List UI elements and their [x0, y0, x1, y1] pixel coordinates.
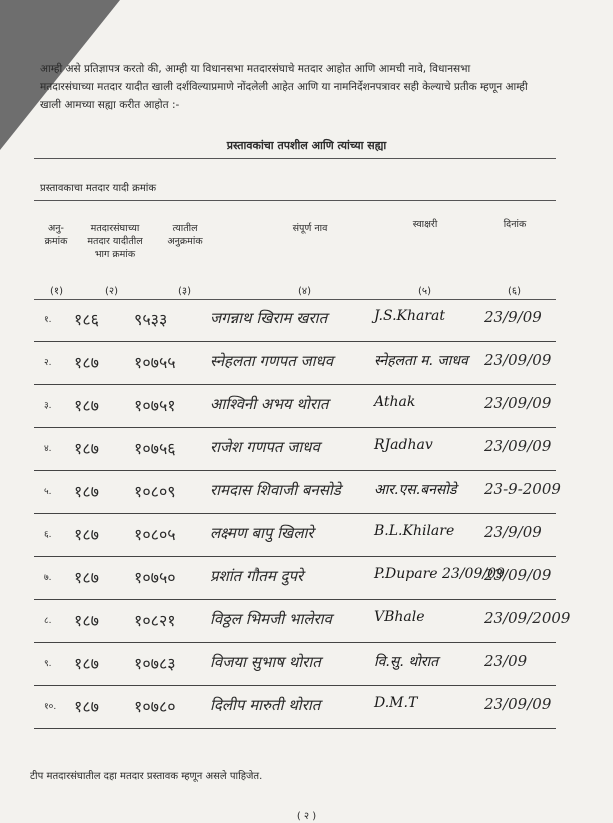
section-heading: प्रस्तावकांचा तपशील आणि त्यांच्या सह्या — [226, 139, 387, 152]
page-number: ( २ ) — [296, 811, 317, 822]
proposer-name: स्नेहलता गणपत जाधव — [210, 352, 334, 370]
row-rule — [34, 556, 556, 557]
proposer-name: रामदास शिवाजी बनसोडे — [210, 481, 341, 499]
row-rule — [34, 470, 556, 471]
intro-line-1: आम्ही असे प्रतिज्ञापत्र करतो की, आम्ही या विधानसभा मतदारसंघाचे मतदार आहोत आणि आमची नावे, विधानसभा — [40, 63, 471, 75]
proposer-name: लक्ष्मण बापु खिलारे — [210, 524, 314, 542]
footnote: टीप मतदारसंघातील दहा मतदार प्रस्तावक म्हणून असले पाहिजेत. — [30, 771, 263, 782]
table-row — [34, 689, 556, 729]
heading-rule — [34, 158, 556, 159]
proposer-name: आश्विनी अभय थोरात — [210, 395, 329, 413]
voter-serial: १०८०५ — [134, 525, 176, 544]
signature: VBhale — [374, 609, 425, 625]
signature: RJadhav — [374, 437, 433, 453]
part-number: १८७ — [74, 439, 99, 458]
row-rule — [34, 341, 556, 342]
part-number: १८७ — [74, 568, 99, 587]
sign-date: 23/09/09 — [484, 394, 552, 412]
signature: वि.सु. थोरात — [374, 654, 439, 670]
table-row — [34, 388, 556, 428]
col-number-1: (१) — [50, 286, 64, 297]
col-number-2: (२) — [105, 286, 119, 297]
serial-number: ७. — [44, 573, 52, 583]
col-header-name: संपूर्ण नाव — [292, 223, 328, 234]
table-row — [34, 474, 561, 514]
col-header-date: दिनांक — [503, 219, 527, 230]
proposer-name: राजेश गणपत जाधव — [210, 438, 320, 456]
proposer-name: जगन्नाथ खिराम खरात — [210, 309, 328, 327]
sign-date: 23/09/09 — [484, 351, 552, 369]
sign-date: 23/09 — [484, 652, 528, 670]
serial-number: ६. — [44, 530, 52, 540]
table-row — [34, 646, 556, 686]
serial-number: ३. — [44, 401, 52, 411]
table-row — [34, 560, 556, 600]
col-number-5: (५) — [418, 286, 432, 297]
intro-line-2: मतदारसंघाच्या मतदार यादीत खाली दर्शविल्याप्रमाणे नोंदलेली आहेत आणि या नामनिर्देशनपत्रावर सही केल्याचे प्रतीक म्हणून आम्ही — [40, 81, 528, 93]
sign-date: 23/9/09 — [484, 308, 542, 326]
part-number: १८६ — [74, 310, 99, 329]
part-number: १८७ — [74, 525, 99, 544]
serial-number: ४. — [44, 444, 52, 454]
col-number-6: (६) — [508, 286, 522, 297]
table-row — [34, 302, 556, 342]
intro-paragraph — [40, 60, 570, 114]
intro-line-3: खाली आमच्या सह्या करीत आहोत :- — [40, 99, 180, 111]
serial-number: ५. — [44, 487, 52, 497]
part-number: १८७ — [74, 697, 99, 716]
table-row — [34, 517, 556, 557]
proposer-name: विठ्ठल भिमजी भालेराव — [210, 610, 332, 628]
col-number-4: (४) — [298, 286, 312, 297]
part-number: १८७ — [74, 654, 99, 673]
proposer-name: दिलीप मारुती थोरात — [210, 696, 321, 714]
col-header-sn: अनु- क्रमांक — [44, 223, 68, 247]
signature: J.S.Kharat — [374, 308, 446, 324]
voter-list-label: प्रस्तावकाचा मतदार यादी क्रमांक — [40, 183, 157, 194]
sign-date: 23/09/09 — [484, 437, 552, 455]
row-rule — [34, 599, 556, 600]
col-number-3: (३) — [178, 286, 192, 297]
serial-number: १. — [44, 315, 52, 325]
sign-date: 23/09/09 — [484, 695, 552, 713]
serial-number: २. — [44, 358, 52, 368]
voter-serial: १०८०९ — [134, 482, 176, 501]
proposer-name: प्रशांत गौतम दुपरे — [210, 567, 304, 585]
row-rule — [34, 384, 556, 385]
part-number: १८७ — [74, 353, 99, 372]
voter-serial: १०८२१ — [134, 611, 176, 630]
table-row — [34, 603, 571, 643]
colnum-rule — [34, 299, 556, 300]
signature: D.M.T — [374, 695, 418, 711]
signature: स्नेहलता म. जाधव — [374, 353, 468, 369]
serial-number: ८. — [44, 616, 52, 626]
serial-number: १०. — [44, 702, 57, 712]
voter-serial: १०७५५ — [134, 353, 176, 372]
signature: आर.एस.बनसोडे — [374, 482, 457, 498]
row-rule — [34, 427, 556, 428]
table-row — [34, 431, 556, 471]
voter-serial: १०७८३ — [134, 654, 176, 673]
row-rule — [34, 728, 556, 729]
row-rule — [34, 513, 556, 514]
sign-date: 23/09/2009 — [484, 609, 571, 627]
voter-serial: १०७८० — [134, 697, 176, 716]
serial-number: ९. — [44, 659, 52, 669]
part-number: १८७ — [74, 611, 99, 630]
part-number: १८७ — [74, 396, 99, 415]
col-header-part: मतदारसंघाच्या मतदार यादीतील भाग क्रमांक — [87, 223, 143, 260]
col-header-signature: स्वाक्षरी — [412, 219, 438, 230]
col-header-serial: त्यातील अनुक्रमांक — [167, 223, 203, 247]
sign-date: 23/9/09 — [484, 523, 542, 541]
voter-serial: ९५३३ — [134, 310, 168, 329]
part-number: १८७ — [74, 482, 99, 501]
sub-rule — [34, 200, 556, 201]
voter-serial: १०७५१ — [134, 396, 176, 415]
signature: P.Dupare 23/09/09 — [374, 566, 505, 582]
signature: B.L.Khilare — [374, 523, 455, 539]
sign-date: 23-9-2009 — [484, 480, 561, 498]
proposer-name: विजया सुभाष थोरात — [210, 653, 321, 671]
voter-serial: १०७५० — [134, 568, 176, 587]
row-rule — [34, 642, 556, 643]
sign-date: 23/09/09 — [484, 566, 552, 584]
table-row — [34, 345, 556, 385]
signature: Athak — [374, 394, 416, 410]
voter-serial: १०७५६ — [134, 439, 176, 458]
row-rule — [34, 685, 556, 686]
